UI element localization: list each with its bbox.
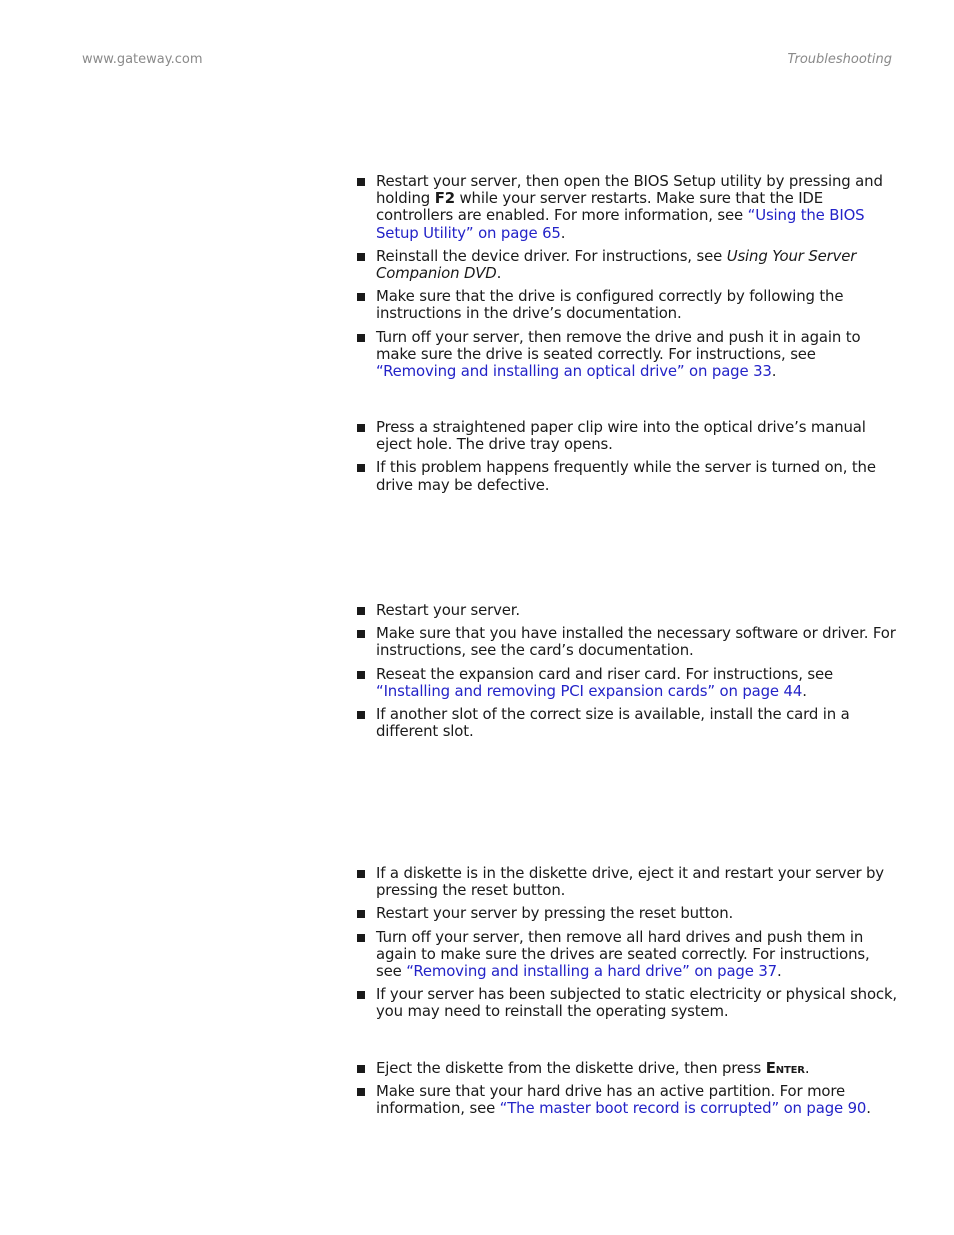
square-bullet-icon: [357, 1065, 365, 1073]
list-item-text: Turn off your server, then remove the drive and push it in again to make sure the drive is seated correctly. For instructions, see: [376, 327, 861, 363]
list-item-text: .: [771, 362, 777, 381]
list-item-text: Restart your server, then open the BIOS Setup utility by pressing and holding: [376, 172, 883, 208]
list-item: [357, 288, 897, 322]
list-item-text: .: [496, 264, 502, 283]
square-bullet-icon: [357, 910, 365, 918]
list-item: [357, 905, 897, 922]
list-item: [357, 666, 897, 700]
list-item-text: .: [560, 223, 566, 242]
bullet-list-optical-drive-not-recognized: [357, 173, 897, 386]
square-bullet-icon: [357, 630, 365, 638]
square-bullet-icon: [357, 934, 365, 942]
list-item-text: .: [804, 1059, 810, 1077]
list-item-text: Restart your server by pressing the reset button.: [376, 904, 734, 923]
square-bullet-icon: [357, 178, 365, 186]
list-item-text: Make sure that your hard drive has an active partition. For more information, see: [376, 1082, 846, 1118]
key-name: F2: [434, 189, 455, 208]
cross-reference-link[interactable]: “Installing and removing PCI expansion cards” on page 44: [376, 681, 803, 700]
key-name: Enter: [765, 1059, 805, 1077]
list-item: [357, 248, 897, 282]
list-item-text: Make sure that you have installed the necessary software or driver. For instructions, see the card’s documentation.: [376, 624, 896, 660]
header-section-title: Troubleshooting: [787, 52, 892, 67]
square-bullet-icon: [357, 607, 365, 615]
list-item-text: while your server restarts. Make sure that the IDE controllers are enabled. For more information, see: [376, 189, 824, 225]
cross-reference-link[interactable]: “Using the BIOS Setup Utility” on page 65: [376, 206, 865, 242]
list-item: [357, 602, 897, 619]
list-item-text: If your server has been subjected to static electricity or physical shock, you may need to reinstall the operating system.: [376, 985, 898, 1021]
list-item: [357, 419, 897, 453]
cross-reference-link[interactable]: “Removing and installing a hard drive” on page 37: [406, 962, 777, 981]
list-item-text: Press a straightened paper clip wire into the optical drive’s manual eject hole. The drive tray opens.: [376, 418, 866, 454]
list-item: [357, 1060, 897, 1077]
bullet-list-expansion-card: [357, 602, 897, 746]
list-item: [357, 865, 897, 899]
square-bullet-icon: [357, 671, 365, 679]
cross-reference-link[interactable]: “Removing and installing an optical drive” on page 33: [376, 362, 772, 381]
square-bullet-icon: [357, 464, 365, 472]
list-item: [357, 173, 897, 242]
list-item-text: Reinstall the device driver. For instructions, see: [376, 246, 727, 265]
list-item: [357, 706, 897, 740]
list-item-text: If another slot of the correct size is available, install the card in a different slot.: [376, 705, 850, 741]
square-bullet-icon: [357, 870, 365, 878]
square-bullet-icon: [357, 991, 365, 999]
bullet-list-optical-drive-tray-stuck: [357, 419, 897, 500]
list-item: [357, 929, 897, 981]
list-item-text: Restart your server.: [376, 601, 520, 619]
square-bullet-icon: [357, 424, 365, 432]
list-item: [357, 986, 897, 1020]
bullet-list-non-system-disk: [357, 1060, 897, 1124]
list-item-text: .: [776, 962, 782, 981]
list-item: [357, 459, 897, 493]
list-item: [357, 625, 897, 659]
square-bullet-icon: [357, 253, 365, 261]
list-item-text: If this problem happens frequently while the server is turned on, the drive may be defective.: [376, 458, 876, 494]
list-item-text: If a diskette is in the diskette drive, eject it and restart your server by pressing the reset button.: [376, 864, 884, 900]
list-item-text: Reseat the expansion card and riser card. For instructions, see: [376, 664, 834, 683]
square-bullet-icon: [357, 1088, 365, 1096]
list-item: [357, 1083, 897, 1117]
square-bullet-icon: [357, 711, 365, 719]
header-site-url: www.gateway.com: [82, 52, 203, 67]
list-item-text: .: [802, 681, 807, 700]
square-bullet-icon: [357, 293, 365, 301]
list-item-text: .: [866, 1099, 871, 1118]
cross-reference-link[interactable]: “The master boot record is corrupted” on page 90: [499, 1099, 867, 1118]
list-item-text: Turn off your server, then remove all hard drives and push them in again to make sure the drives are seated correctly. For instructions, see: [376, 927, 870, 981]
square-bullet-icon: [357, 334, 365, 342]
list-item-text: Make sure that the drive is configured correctly by following the instructions in the drive’s documentation.: [376, 287, 844, 323]
document-title: Using Your Server Companion DVD: [376, 246, 857, 283]
bullet-list-server-not-starting: [357, 865, 897, 1027]
list-item-text: Eject the diskette from the diskette drive, then press: [376, 1059, 766, 1077]
list-item: [357, 329, 897, 381]
